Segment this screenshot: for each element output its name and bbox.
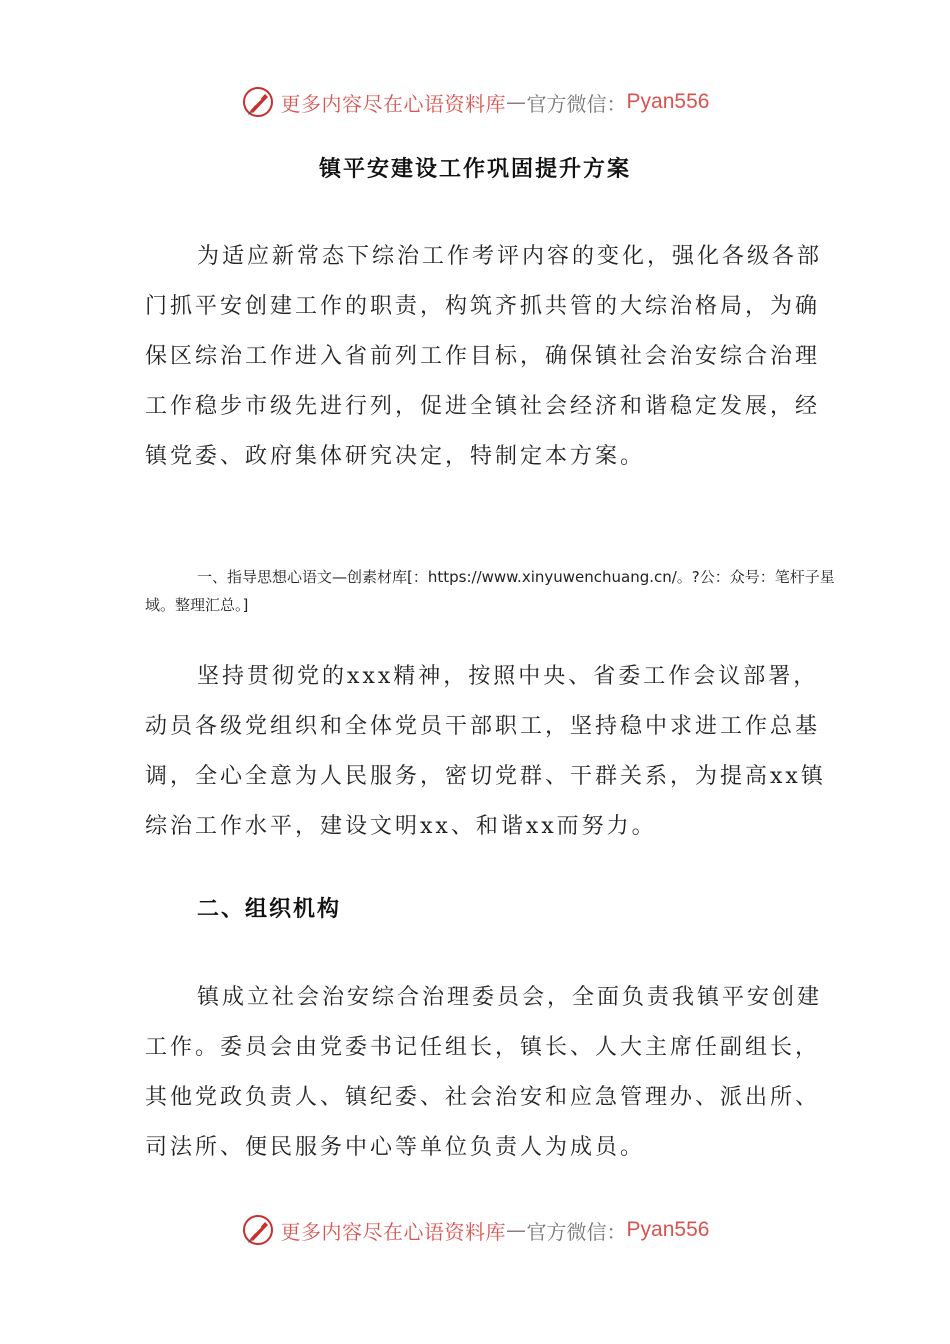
- footer-wechat-label: 官方微信：: [526, 1219, 627, 1244]
- intro-paragraph: [145, 232, 835, 482]
- footer-slogan: 更多内容尽在心语资料库: [280, 1219, 507, 1244]
- quill-pen-icon: [241, 85, 275, 119]
- footer-banner: [0, 1210, 950, 1250]
- section1-heading-text: 一、指导思想心语文—创素材库[：https://www.xinyuwenchuang.cn/。?公：众号：笔杆子星域。整理汇总。]: [145, 568, 835, 614]
- intro-text: 为适应新常态下综治工作考评内容的变化，强化各级各部门抓平安创建工作的职责，构筑齐抓共管的大综治格局，为确保区综治工作进入省前列工作目标，确保镇社会治安综合治理工作稳步市级先进行列，促进全镇社会经济和谐稳定发展，经镇党委、政府集体研究决定，特制定本方案。: [145, 244, 823, 469]
- section2-text: 镇成立社会治安综合治理委员会，全面负责我镇平安创建工作。委员会由党委书记任组长，镇长、人大主席任副组长，其他党政负责人、镇纪委、社会治安和应急管理办、派出所、司法所、便民服务中心等单位负责人为成员。: [145, 985, 823, 1160]
- banner-slogan: 更多内容尽在心语资料库: [280, 91, 507, 116]
- section2-heading: 二、组织机构: [197, 896, 342, 922]
- banner-wechat-label: 官方微信：: [526, 91, 627, 116]
- section2-paragraph: [145, 973, 835, 1173]
- header-banner: [0, 82, 950, 122]
- quill-pen-icon: [241, 1213, 275, 1247]
- section1-text: 坚持贯彻党的xxx精神，按照中央、省委工作会议部署，动员各级党组织和全体党员干部职工，坚持稳中求进工作总基调，全心全意为人民服务，密切党群、干群关系，为提高xx镇综治工作水平，建设文明xx、和谐xx而努力。: [145, 664, 826, 839]
- section1-paragraph: [145, 652, 835, 852]
- document-title: 镇平安建设工作巩固提升方案: [318, 156, 631, 182]
- banner-dash: —: [506, 90, 527, 114]
- footer-dash: —: [506, 1218, 527, 1242]
- section1-heading: [145, 563, 835, 619]
- footer-wechat-id: Pyan556: [626, 1218, 710, 1241]
- banner-wechat-id: Pyan556: [626, 90, 710, 113]
